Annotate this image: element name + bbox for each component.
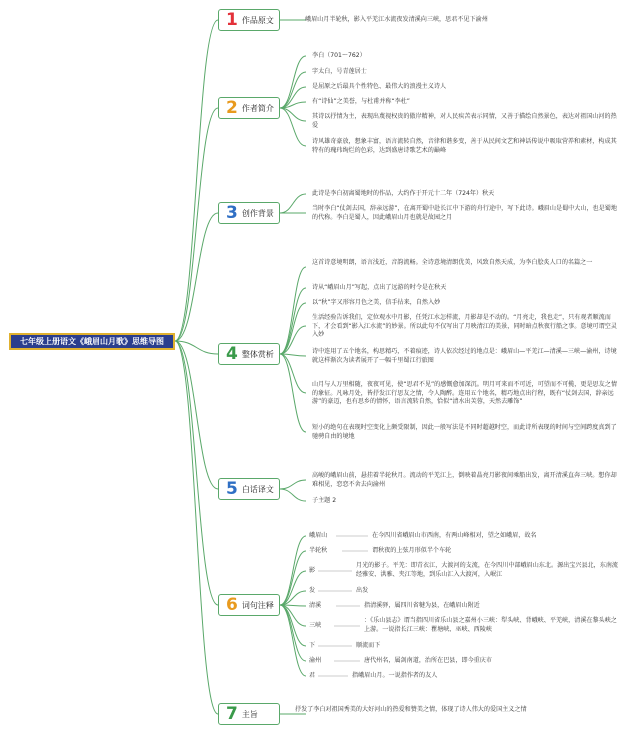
leaf-text: 短小的绝句在表现时空变化上颇受限制，因此一般写法是不同时超越时空，而此诗所表现的时间与空间跨度真到了驰骋自由的境地 xyxy=(312,424,617,440)
leaf-text: 生活经验告诉我们，定位观水中月影，任凭江水怎样流，月影却是不动的。“月亮走，我也走”，只有观者顺流而下，才会看到“影入江水流”的妙景。所以此句不仅写出了月映清江的美景，同时暗点秋夜行船之事。意境可谓空灵入妙 xyxy=(312,314,617,339)
leaf-text: 诗中连用了五个地名，构思精巧，不着痕迹，诗人依次经过的地点是：峨眉山—平羌江—清溪—三峡—渝州，诗境就这样渐次为读者展开了一幅千里蜀江行旅图 xyxy=(312,348,617,364)
leaf-text: 此诗是李白初离蜀地时的作品，大约作于开元十二年（724年）秋天 xyxy=(312,190,495,197)
section-translation[interactable] xyxy=(218,478,280,500)
section-appreciation[interactable] xyxy=(218,343,280,365)
leaf-text: 山月与人万里相随，夜夜可见，使“思君不见”的感慨愈加深沉。明月可来而不可近，可望而不可揽，更是思友之情的象征。凡咏月处，皆抒发江行思友之情，令人陶醉。连用五个地名，精巧地点出行程，既有“仗剑去国，辞亲远游”的豪迈，也有思乡的情怀，语言流转自然，恰似“清水出芙蓉，天然去雕饰” xyxy=(312,381,617,406)
definition: 谓秋夜的上弦月形似半个车轮 xyxy=(372,547,452,554)
branch-line xyxy=(175,341,218,605)
leaf-text: 子主题 2 xyxy=(312,497,337,504)
leaf-line xyxy=(280,605,306,661)
branch-line xyxy=(175,108,218,341)
leaf-line xyxy=(280,194,306,213)
section-number: 2 xyxy=(226,97,238,118)
definition: ：《乐山县志》谓当指四川省乐山县之嘉州小三峡：犁头峡、背峨峡、平羌峡，清溪在黎头峡之上游。一说指长江三峡：瞿塘峡、巫峡、西陵峡 xyxy=(364,617,617,633)
leaf-text: 字太白，号青莲居士 xyxy=(312,68,367,75)
leaf-text: 是屈原之后最具个性特色、最伟大的浪漫主义诗人 xyxy=(312,83,447,90)
section-original-text[interactable] xyxy=(218,9,280,31)
branch-line xyxy=(175,20,218,341)
term: 渝州 xyxy=(309,657,322,664)
leaf-text: 当时李白“仗剑去国，辞亲远游”，在离开蜀中赴长江中下游的舟行途中，写下此诗。峨眉山是蜀中大山，也是蜀地的代称。李白是蜀人，因此峨眉山月也就是故园之月 xyxy=(312,205,617,221)
leaf-line xyxy=(280,288,306,354)
leaf-line xyxy=(280,489,306,501)
section-label: 整体赏析 xyxy=(241,349,274,359)
definition: 在今四川省峨眉山市西南，有两山峰相对，望之如峨眉，故名 xyxy=(372,532,537,539)
leaf-line xyxy=(280,480,306,489)
section-annotations[interactable] xyxy=(218,594,280,616)
section-label: 作者简介 xyxy=(241,103,274,113)
leaf-text: 有“诗仙”之美誉，与杜甫并称“李杜” xyxy=(312,98,410,105)
branch-line xyxy=(175,341,218,489)
term: 影 xyxy=(309,567,316,574)
definition: 指清溪驿，属四川省犍为县，在峨眉山附近 xyxy=(364,602,480,609)
root-title: 七年级上册语文《峨眉山月歌》思维导图 xyxy=(9,333,175,350)
section-number: 4 xyxy=(226,343,238,364)
leaf-text: 其诗以抒情为主，表现出蔑视权贵的傲岸精神，对人民疾苦表示同情，又善于描绘自然景色，表达对祖国山河的热爱 xyxy=(312,113,617,129)
section-number: 3 xyxy=(226,202,238,223)
branch-line xyxy=(175,341,218,354)
definition: 月光的影子。平羌：即青衣江，大渡河的支流，在今四川中部峨眉山东北。源出宝兴县北，东南流经雅安、洪雅、夹江等地，到乐山汇入大渡河，入岷江 xyxy=(356,562,619,578)
leaf-text: 诗从“峨眉山月”写起，点出了远游的时令是在秋天 xyxy=(312,284,447,291)
section-label: 主旨 xyxy=(241,709,258,719)
section-number: 5 xyxy=(226,478,238,499)
section-number: 7 xyxy=(226,703,238,724)
term: 发 xyxy=(309,587,316,594)
section-label: 词句注释 xyxy=(241,600,274,610)
section-number: 1 xyxy=(226,9,238,30)
branch-line xyxy=(175,341,218,714)
leaf-line xyxy=(280,108,306,146)
section-number: 6 xyxy=(226,594,238,615)
leaf-line xyxy=(280,354,306,432)
branch-line xyxy=(175,213,218,341)
term: 半轮秋 xyxy=(309,547,328,554)
leaf-line xyxy=(280,551,306,605)
section-author[interactable] xyxy=(218,97,280,119)
leaf-text: 抒发了李白对祖国秀美的大好河山的热爱和赞美之情，体现了诗人伟大的爱国主义之情 xyxy=(295,706,527,713)
leaf-text: 李白（701～762） xyxy=(312,52,366,59)
leaf-text: 以“秋”字又形容月色之美，信手拈来，自然入妙 xyxy=(312,299,441,306)
leaf-line xyxy=(280,536,306,605)
term: 三峡 xyxy=(309,622,322,629)
section-label: 白话译文 xyxy=(241,484,274,494)
leaf-line xyxy=(280,56,306,108)
leaf-text: 诗风雄奇豪放，想象丰富，语言流转自然，音律和谐多变，善于从民间文艺和神话传说中吸取营养和素材，构成其特有的瑰玮绚烂的色彩，达到盛唐诗歌艺术的巅峰 xyxy=(312,138,617,154)
leaf-text: 这首诗意境明朗，语言浅近，音韵流畅。全诗意境清朗优美，风致自然天成，为李白脍炙人口的名篇之一 xyxy=(312,259,593,266)
definition: 顺流而下 xyxy=(356,642,381,649)
leaf-text: 高峻的峨眉山前，悬挂着半轮秋月。流动的平羌江上，倒映着晶亮月影夜间乘船出发，离开清溪直奔三峡。想你却难相见，恋恋不舍去向渝州 xyxy=(312,472,617,488)
section-label: 创作背景 xyxy=(241,208,274,218)
leaf-line xyxy=(280,354,306,393)
term: 君 xyxy=(309,672,316,679)
section-theme[interactable] xyxy=(218,703,280,725)
definition: 唐代州名，属剑南道，治所在巴县，即今重庆市 xyxy=(364,657,492,664)
term: 清溪 xyxy=(309,602,322,609)
definition: 出发 xyxy=(356,587,369,594)
definition: 指峨眉山月。一说指作者的友人 xyxy=(352,672,438,679)
term: 峨眉山 xyxy=(309,532,328,539)
term: 下 xyxy=(309,642,316,649)
leaf-text: 峨眉山月半轮秋，影入平羌江水流夜发清溪向三峡，思君不见下渝州 xyxy=(305,16,488,23)
section-label: 作品原文 xyxy=(241,15,274,25)
section-background[interactable] xyxy=(218,202,280,224)
